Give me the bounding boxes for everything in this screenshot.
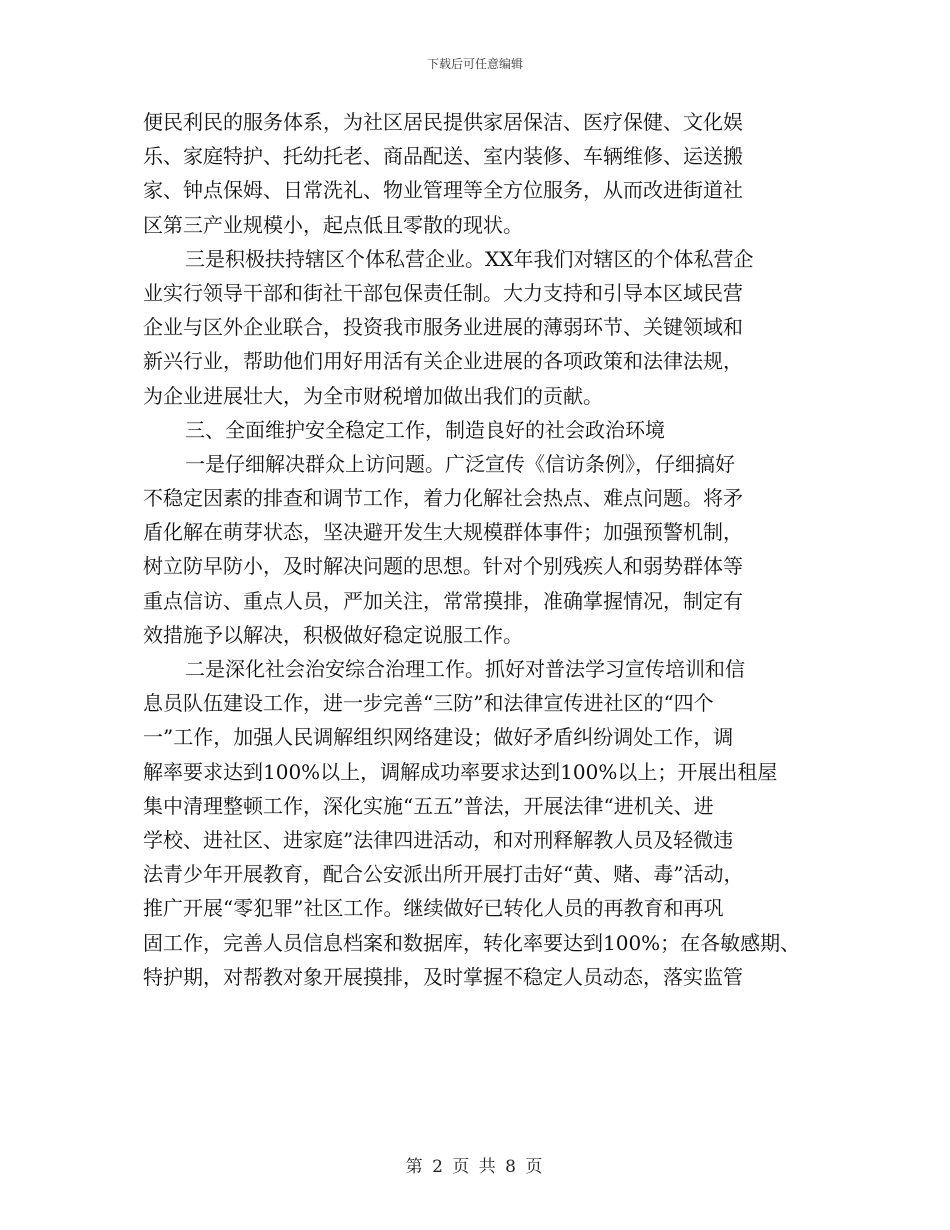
text-line: 重点信访、重点人员，严加关注，常常摸排，准确掌握情况，制定有	[143, 588, 743, 613]
text-line: 不稳定因素的排查和调节工作，着力化解社会热点、难点问题。将矛	[143, 486, 743, 511]
paragraph-start-line: 二是深化社会治安综合治理工作。抓好对普法学习宣传培训和信	[185, 657, 745, 681]
text-line: 一”工作，加强人民调解组织网络建设；做好矛盾纠纷调处工作，调	[143, 725, 734, 750]
text-line: 企业与区外企业联合，投资我市服务业进展的薄弱环节、关键领域和	[143, 315, 743, 340]
page-number-footer: 第 2 页 共 8 页	[405, 1157, 545, 1177]
page-header: 下载后可任意编辑	[426, 57, 523, 71]
document-body	[143, 105, 823, 994]
section-heading: 三、全面维护安全稳定工作，制造良好的社会政治环境	[185, 417, 665, 442]
text-line: 效措施予以解决，积极做好稳定说服工作。	[143, 622, 523, 647]
text-line: 为企业进展壮大，为全市财税增加做出我们的贡献。	[143, 383, 603, 408]
text-line: 学校、进社区、进家庭”法律四进活动，和对刑释解教人员及轻微违	[143, 827, 734, 852]
paragraph-start-line: 三是积极扶持辖区个体私营企业。XX年我们对辖区的个体私营企	[185, 246, 754, 271]
text-line: 盾化解在萌芽状态，坚决避开发生大规模群体事件；加强预警机制，	[143, 520, 743, 545]
text-line: 区第三产业规模小，起点低且零散的现状。	[143, 212, 523, 237]
text-line: 推广开展“零犯罪”社区工作。继续做好已转化人员的再教育和再巩	[143, 896, 724, 921]
text-line: 树立防早防小，及时解决问题的思想。针对个别残疾人和弱势群体等	[143, 554, 743, 579]
text-line: 新兴行业，帮助他们用好用活有关企业进展的各项政策和法律法规，	[143, 349, 743, 374]
text-line: 乐、家庭特护、托幼托老、商品配送、室内装修、车辆维修、运送搬	[143, 144, 743, 169]
paragraph-start-line: 一是仔细解决群众上访问题。广泛宣传《信访条例》，仔细搞好	[185, 451, 735, 476]
text-line: 家、钟点保姆、日常洗礼、物业管理等全方位服务，从而改进街道社	[143, 178, 743, 203]
text-line: 解率要求达到100%以上，调解成功率要求达到100%以上；开展出租屋	[143, 759, 778, 784]
text-line: 固工作，完善人员信息档案和数据库，转化率要达到100%；在各敏感期、	[143, 930, 801, 955]
text-line: 法青少年开展教育，配合公安派出所开展打击好“黄、赌、毒”活动，	[143, 862, 744, 887]
text-line: 特护期，对帮教对象开展摸排，及时掌握不稳定人员动态，落实监管	[143, 964, 743, 989]
text-line: 息员队伍建设工作，进一步完善“三防”和法律宣传进社区的“四个	[143, 691, 714, 716]
text-line: 业实行领导干部和街社干部包保责任制。大力支持和引导本区域民营	[143, 280, 743, 305]
text-line: 便民利民的服务体系，为社区居民提供家居保洁、医疗保健、文化娱	[143, 110, 743, 134]
text-line: 集中清理整顿工作，深化实施“五五”普法，开展法律“进机关、进	[143, 793, 714, 818]
